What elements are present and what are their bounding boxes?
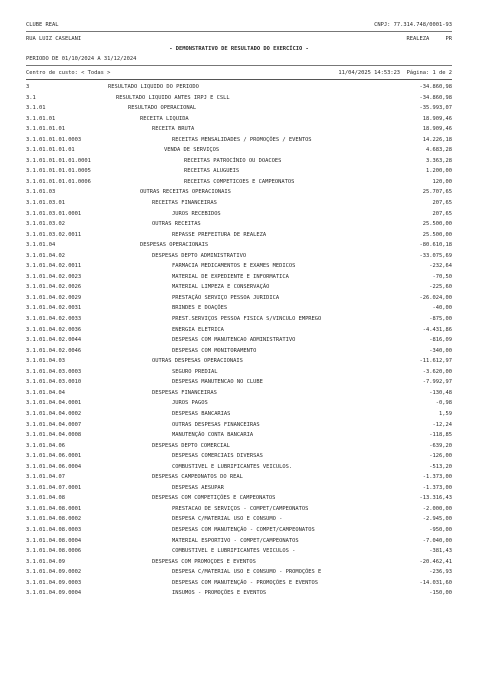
account-description: DESPESAS COM MANUTENCAO ADMINISTRATIVO: [172, 337, 296, 344]
account-description: RECEITAS PATROCÍNIO OU DOACOES: [184, 157, 282, 164]
account-code: 3.1.01.04.03: [26, 358, 65, 365]
table-row: [26, 567, 452, 578]
table-row: [26, 135, 452, 146]
company-location: [407, 34, 452, 44]
account-code: 3.1.01.04.02.0036: [26, 326, 82, 333]
table-row: [26, 588, 452, 599]
account-value: -2.945,00: [422, 516, 452, 523]
account-description: RECEITA BRUTA: [152, 126, 195, 133]
account-code: 3.1.01.04.04.0008: [26, 432, 82, 439]
table-row: [26, 325, 452, 336]
account-value: -12,24: [432, 421, 452, 428]
account-code: 3.1.01.04.08.0001: [26, 505, 82, 512]
account-code: 3.1.01.04.02.0044: [26, 337, 82, 344]
account-description: PREST.SERVIÇOS PESSOA FISICA S/VINCULO EMPREGO: [172, 316, 322, 323]
account-code: 3.1.01.04.08.0002: [26, 516, 82, 523]
account-code: 3.1.01.01.01.0003: [26, 136, 82, 143]
account-code: 3.1.01.01: [26, 115, 56, 122]
table-row: [26, 251, 452, 262]
account-value: -34.860,98: [419, 94, 452, 101]
table-row: [26, 124, 452, 135]
table-row: [26, 536, 452, 547]
account-description: OUTRAS DESPESAS OPERACIONAIS: [152, 358, 243, 365]
account-code: 3.1.01.04.04.0001: [26, 400, 82, 407]
account-value: 1,59: [439, 410, 452, 417]
account-value: -70,50: [432, 273, 452, 280]
header-rule-2: [26, 65, 452, 66]
account-value: -126,00: [429, 453, 452, 460]
account-description: SEGURO PREDIAL: [172, 368, 218, 375]
account-code: 3.1.01.04.09: [26, 558, 65, 565]
account-code: 3.1.01.01.01.01.0005: [26, 168, 91, 175]
account-value: -130,48: [429, 389, 452, 396]
account-description: PRESTAÇÃO SERVIÇO PESSOA JURIDICA: [172, 294, 280, 301]
account-value: -236,93: [429, 569, 452, 576]
table-row: [26, 219, 452, 230]
report-period: PERIODO DE 01/10/2024 A 31/12/2024: [26, 56, 137, 62]
table-row: [26, 145, 452, 156]
account-value: 3.363,28: [426, 157, 452, 164]
table-row: [26, 198, 452, 209]
account-description: COMBUSTIVEL E LUBRIFICANTES VEICULOS.: [172, 463, 293, 470]
account-value: -1.373,00: [422, 484, 452, 491]
account-description: RECEITA LIQUIDA: [140, 115, 189, 122]
account-code: 3.1.01.04.07.0001: [26, 484, 82, 491]
account-value: -150,00: [429, 590, 452, 597]
account-code: 3.1.01.04.08.0003: [26, 526, 82, 533]
report-page: [26, 20, 452, 599]
account-value: 25.707,65: [422, 189, 452, 196]
header-rule-1: [26, 31, 452, 32]
account-code: 3.1.01.04.02.0031: [26, 305, 82, 312]
account-value: -2.000,00: [422, 505, 452, 512]
account-description: FARMACIA MEDICAMENTOS E EXAMES MEDICOS: [172, 263, 296, 270]
account-code: 3.1.01.04.08.0004: [26, 537, 82, 544]
account-description: JUROS PAGOS: [172, 400, 208, 407]
table-row: [26, 451, 452, 462]
table-row: [26, 303, 452, 314]
account-code: 3.1.01.01.01.01.0006: [26, 178, 91, 185]
account-description: DESPESA C/MATERIAL USO E CONSUMO -: [172, 516, 283, 523]
account-code: 3.1.01.04.02.0046: [26, 347, 82, 354]
table-row: [26, 272, 452, 283]
account-code: 3.1.01.04.06.0004: [26, 463, 82, 470]
account-value: -80.610,18: [419, 242, 452, 249]
account-description: BRINDES E DOAÇÕES: [172, 305, 228, 312]
account-value: 1.200,00: [426, 168, 452, 175]
account-description: RECEITAS MENSALIDADES / PROMOÇÕES / EVENTOS: [172, 136, 312, 143]
table-row: [26, 282, 452, 293]
company-cnpj: CNPJ: 77.314.748/0001-93: [374, 22, 452, 28]
account-code: 3.1.01.04.02.0011: [26, 263, 82, 270]
account-description: DESPESAS COMERCIAIS DIVERSAS: [172, 453, 263, 460]
account-value: -33.075,69: [419, 252, 452, 259]
account-value: -34.860,98: [419, 84, 452, 90]
account-description: JUROS RECEBIDOS: [172, 210, 221, 217]
account-value: -7.992,97: [422, 379, 452, 386]
account-value: -14.031,60: [419, 579, 452, 586]
account-code: 3: [26, 84, 30, 90]
account-code: 3.1.01.01.01.01.0001: [26, 157, 91, 164]
account-description: DESPESAS BANCARIAS: [172, 410, 231, 417]
account-description: RESULTADO LIQUIDO ANTES IRPJ E CSLL: [116, 94, 230, 101]
account-description: DESPESAS COM COMPETIÇÕES E CAMPEONATOS: [152, 495, 276, 502]
account-code: 3.1.01.03: [26, 189, 56, 196]
account-value: -118,85: [429, 432, 452, 439]
account-value: -35.993,07: [419, 105, 452, 112]
table-row: [26, 166, 452, 177]
account-code: 3.1.01.04.09.0002: [26, 569, 82, 576]
account-value: 120,00: [432, 178, 452, 185]
table-row: [26, 472, 452, 483]
account-value: -875,00: [429, 316, 452, 323]
account-code: 3.1.01.03.01.0001: [26, 210, 82, 217]
table-row: [26, 441, 452, 452]
account-code: 3.1.01.04.07: [26, 474, 65, 481]
account-description: ENERGIA ELETRICA: [172, 326, 224, 333]
account-value: 207,65: [432, 210, 452, 217]
table-row: [26, 420, 452, 431]
account-value: -816,09: [429, 337, 452, 344]
company-name: CLUBE REAL: [26, 22, 59, 28]
table-row: [26, 93, 452, 104]
account-value: -225,60: [429, 284, 452, 291]
account-code: 3.1.01.04.08: [26, 495, 65, 502]
account-description: MATERIAL LIMPEZA E CONSERVAÇÃO: [172, 284, 270, 291]
account-code: 3.1.01.04.02: [26, 252, 65, 259]
table-row: [26, 388, 452, 399]
account-value: 25.500,00: [422, 221, 452, 228]
account-code: 3.1.01: [26, 105, 46, 112]
account-description: DESPESAS DEPTO COMERCIAL: [152, 442, 230, 449]
account-rows: [26, 82, 452, 599]
account-value: -513,20: [429, 463, 452, 470]
company-address: RUA LUIZ CASELANI: [26, 36, 82, 42]
account-description: MATERIAL DE EXPEDIENTE E INFORMATICA: [172, 273, 289, 280]
account-value: 18.909,46: [422, 126, 452, 133]
account-value: 4.683,28: [426, 147, 452, 154]
account-description: DESPESAS CAMPEONATOS DO REAL: [152, 474, 243, 481]
table-row: [26, 546, 452, 557]
account-value: -950,00: [429, 526, 452, 533]
account-code: 3.1.01.04.02.0033: [26, 316, 82, 323]
table-row: [26, 114, 452, 125]
account-description: PRESTACAO DE SERVIÇOS - COMPET/CAMPEONATOS: [172, 505, 309, 512]
account-code: 3.1.01.04.06: [26, 442, 65, 449]
account-code: 3.1: [26, 94, 36, 101]
account-code: 3.1.01.04.09.0004: [26, 590, 82, 597]
account-code: 3.1.01.04.02.0029: [26, 294, 82, 301]
table-row: [26, 557, 452, 568]
account-value: -3.620,00: [422, 368, 452, 375]
table-row: [26, 493, 452, 504]
account-description: OUTRAS DESPESAS FINANCEIRAS: [172, 421, 260, 428]
report-title: - DEMONSTRATIVO DE RESULTADO DO EXERCÍCIO -: [169, 46, 309, 52]
account-description: DESPESAS FINANCEIRAS: [152, 389, 217, 396]
account-description: DESPESA C/MATERIAL USO E CONSUMO - PROMOÇÕES E: [172, 569, 322, 576]
account-value: -4.431,86: [422, 326, 452, 333]
table-row: [26, 398, 452, 409]
table-row: [26, 346, 452, 357]
table-row: [26, 578, 452, 589]
account-code: 3.1.01.03.02: [26, 221, 65, 228]
account-value: 14.226,18: [422, 136, 452, 143]
account-code: 3.1.01.04.03.0003: [26, 368, 82, 375]
table-row: [26, 356, 452, 367]
account-code: 3.1.01.01.01.01: [26, 147, 75, 154]
account-description: DESPESAS DEPTO ADMINISTRATIVO: [152, 252, 247, 259]
header-line-3: [26, 68, 452, 78]
company-city: REALEZA: [406, 36, 430, 42]
table-row: [26, 177, 452, 188]
account-value: -26.024,00: [419, 294, 452, 301]
table-row: [26, 377, 452, 388]
account-value: -340,00: [429, 347, 452, 354]
account-value: -40,00: [432, 305, 452, 312]
account-description: RECEITAS FINANCEIRAS: [152, 200, 217, 207]
account-description: RESULTADO LIQUIDO DO PERIODO: [108, 84, 199, 90]
account-code: 3.1.01.04.04.0007: [26, 421, 82, 428]
account-code: 3.1.01.04.08.0006: [26, 548, 82, 555]
table-row: [26, 103, 452, 114]
account-description: MANUTENÇÃO CONTA BANCARIA: [172, 432, 254, 439]
account-code: 3.1.01.04.02.0023: [26, 273, 82, 280]
table-row: [26, 293, 452, 304]
account-description: RECEITAS ALUGUEIS: [184, 168, 240, 175]
account-code: 3.1.01.03.01: [26, 200, 65, 207]
table-row: [26, 525, 452, 536]
account-code: 3.1.01.03.02.0011: [26, 231, 82, 238]
table-row: [26, 187, 452, 198]
header-line-1: [26, 20, 452, 30]
table-row: [26, 209, 452, 220]
account-description: DESPESAS COM MANUTENÇÃO - COMPET/CAMPEONATOS: [172, 526, 315, 533]
table-row: [26, 430, 452, 441]
account-code: 3.1.01.04.03.0010: [26, 379, 82, 386]
account-description: DESPESAS COM MONITORAMENTO: [172, 347, 257, 354]
account-description: INSUMOS - PROMOÇÕES E EVENTOS: [172, 590, 267, 597]
account-value: -7.040,00: [422, 537, 452, 544]
table-row: [26, 230, 452, 241]
account-description: DESPESAS MANUTENCAO NO CLUBE: [172, 379, 263, 386]
table-row: [26, 504, 452, 515]
account-code: 3.1.01.04.04: [26, 389, 65, 396]
account-value: 18.909,46: [422, 115, 452, 122]
table-row: [26, 462, 452, 473]
account-code: 3.1.01.04.04.0002: [26, 410, 82, 417]
print-info: [338, 68, 452, 78]
account-value: -232,64: [429, 263, 452, 270]
table-row: [26, 82, 452, 93]
table-row: [26, 156, 452, 167]
account-description: MATERIAL ESPORTIVO - COMPET/CAMPEONATOS: [172, 537, 299, 544]
cost-center: Centro de custo: < Todas >: [26, 70, 111, 76]
table-row: [26, 240, 452, 251]
company-state: PR: [445, 36, 452, 42]
account-description: DESPESAS OPERACIONAIS: [140, 242, 209, 249]
table-row: [26, 314, 452, 325]
account-description: REPASSE PREFEITURA DE REALEZA: [172, 231, 267, 238]
table-row: [26, 483, 452, 494]
account-description: OUTRAS RECEITAS OPERACIONAIS: [140, 189, 231, 196]
account-value: -11.612,97: [419, 358, 452, 365]
account-description: COMBUSTIVEL E LUBRIFICANTES VEICULOS -: [172, 548, 296, 555]
table-row: [26, 514, 452, 525]
account-value: 25.500,00: [422, 231, 452, 238]
header-line-2: [26, 34, 452, 44]
account-description: DESPESAS AESUPAR: [172, 484, 224, 491]
header-rule-3: [26, 79, 452, 80]
account-description: DESPESAS COM MANUTENÇÃO - PROMOÇÕES E EVENTOS: [172, 579, 319, 586]
account-description: RESULTADO OPERACIONAL: [128, 105, 197, 112]
account-value: -20.462,41: [419, 558, 452, 565]
account-value: 207,65: [432, 200, 452, 207]
account-value: -639,20: [429, 442, 452, 449]
account-description: RECEITAS COMPETICOES E CAMPEONATOS: [184, 178, 295, 185]
account-code: 3.1.01.04.06.0001: [26, 453, 82, 460]
account-value: -13.316,43: [419, 495, 452, 502]
account-value: -0,98: [435, 400, 452, 407]
account-description: VENDA DE SERVIÇOS: [164, 147, 220, 154]
table-row: [26, 335, 452, 346]
account-code: 3.1.01.04.02.0026: [26, 284, 82, 291]
page-number: Página: 1 de 2: [406, 70, 452, 76]
account-value: -1.373,00: [422, 474, 452, 481]
account-description: DESPESAS COM PROMOÇOES E EVENTOS: [152, 558, 256, 565]
table-row: [26, 409, 452, 420]
account-value: -381,43: [429, 548, 452, 555]
account-description: OUTRAS RECEITAS: [152, 221, 201, 228]
table-row: [26, 261, 452, 272]
table-row: [26, 367, 452, 378]
account-code: 3.1.01.01.01: [26, 126, 65, 133]
account-code: 3.1.01.04: [26, 242, 56, 249]
print-timestamp: 11/04/2025 14:53:23: [338, 70, 401, 76]
account-code: 3.1.01.04.09.0003: [26, 579, 82, 586]
